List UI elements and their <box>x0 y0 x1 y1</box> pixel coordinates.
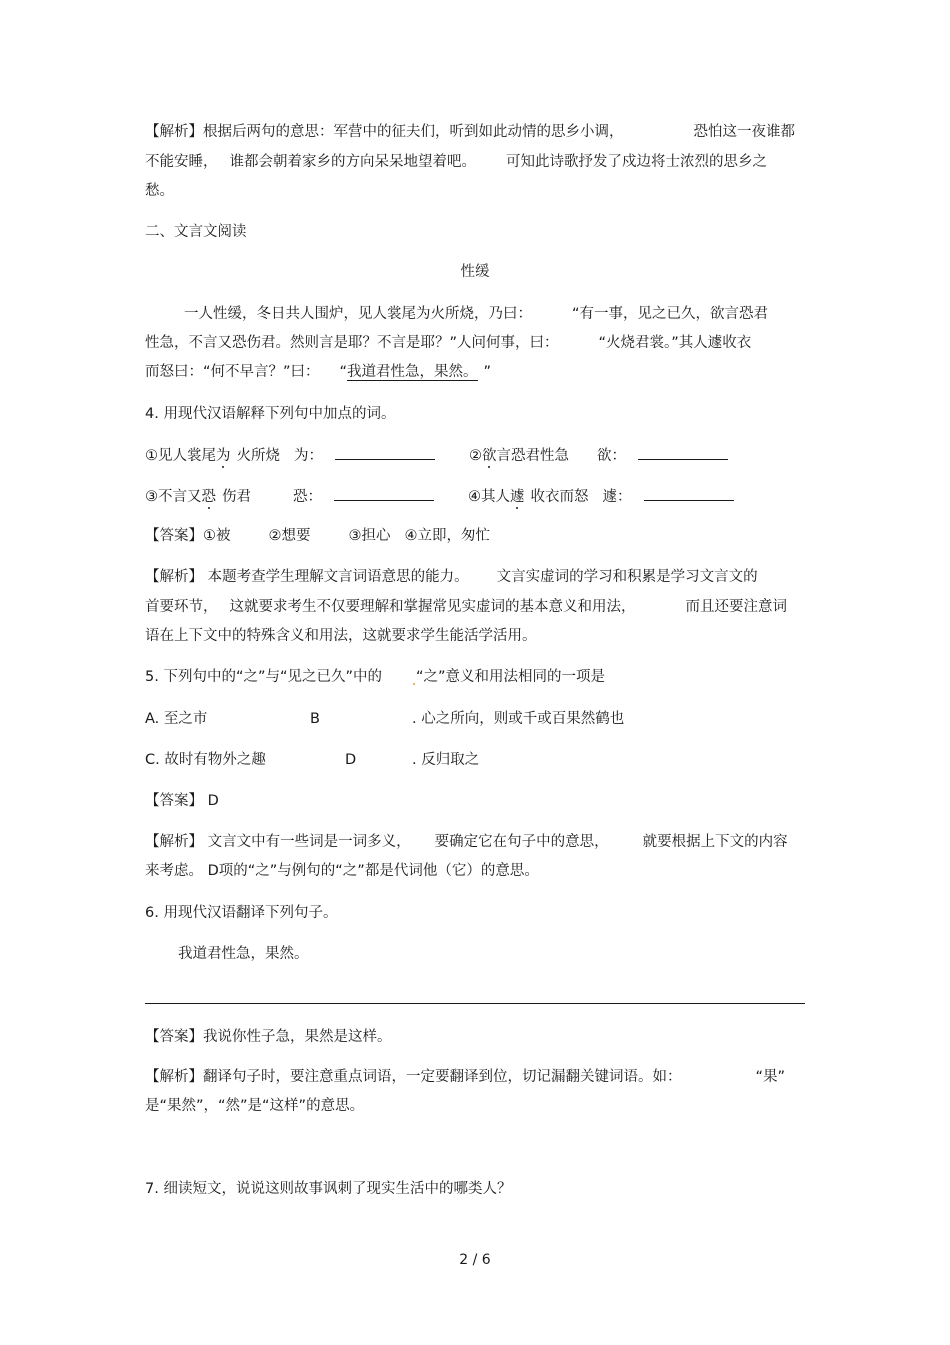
q5-option-d-letter: D <box>345 752 357 768</box>
dotted-word: 恐 <box>201 489 216 505</box>
q5-option-d-text: . 反归取之 <box>412 752 480 768</box>
q5-option-a: A. 至之市 <box>145 711 208 727</box>
q4-stem: 4. 用现代汉语解释下列句中加点的词。 <box>145 406 396 422</box>
dotted-word: 欲 <box>482 448 497 464</box>
passage-line-1: 一人性缓，冬日共人围炉，见人裳尾为火所烧，乃曰： “有一事，见之已久，欲言恐君 <box>184 306 769 322</box>
q4-analysis-line-2: 首要环节， 这就要求考生不仅要理解和掌握常见实虚词的基本意义和用法， 而且还要注意词 <box>145 599 787 615</box>
q5-option-b-letter: B <box>310 711 320 727</box>
q4-item-row-2: ③不言又恐 伤君 恐： ④其人遽 收衣而怒 遽： <box>145 486 734 507</box>
answer-blank <box>335 445 435 460</box>
page-number: 2 / 6 <box>459 1252 491 1268</box>
passage-title: 性缓 <box>460 264 490 280</box>
poem-analysis-line-1: 【解析】根据后两句的意思：军营中的征夫们，听到如此动情的思乡小调， 恐怕这一夜谁都 <box>145 124 795 140</box>
passage-line-3: 而怒曰：“何不早言？”曰： “我道君性急，果然。 ” <box>145 364 492 380</box>
section-heading: 二、文言文阅读 <box>145 224 247 240</box>
q6-sentence: 我道君性急，果然。 <box>178 946 309 962</box>
q7-stem: 7. 细读短文，说说这则故事讽刺了现实生活中的哪类人？ <box>145 1181 512 1197</box>
answer-blank <box>644 486 734 501</box>
dotted-word: 为 <box>216 448 231 464</box>
q5-answer: 【答案】 D <box>145 793 219 809</box>
q5-option-c: C. 故时有物外之趣 <box>145 752 266 768</box>
q6-answer: 【答案】我说你性子急，果然是这样。 <box>145 1029 392 1045</box>
q6-stem: 6. 用现代汉语翻译下列句子。 <box>145 905 338 921</box>
q5-stem: 5. 下列句中的“之”与“见之已久”中的 “之”意义和用法相同的一项是 <box>145 669 606 685</box>
q5-analysis-line-2: 来考虑。 D项的“之”与例句的“之”都是代词他（它）的意思。 <box>145 863 539 879</box>
q4-analysis-line-3: 语在上下文中的特殊含义和用法，这就要求学生能活学活用。 <box>145 628 537 644</box>
poem-analysis-line-2: 不能安睡， 谁都会朝着家乡的方向呆呆地望着吧。 可知此诗歌抒发了戍边将士浓烈的思乡之 <box>145 154 767 170</box>
passage-line-2: 性急，不言又恐伤君。然则言是耶？不言是耶？”人问何事，曰： “火烧君裳。”其人遽收衣 <box>145 335 752 351</box>
poem-analysis-line-3: 愁。 <box>145 183 174 199</box>
answer-line <box>145 1003 805 1004</box>
answer-blank <box>334 486 434 501</box>
q5-analysis-line-1: 【解析】 文言文中有一些词是一词多义， 要确定它在句子中的意思， 就要根据上下文的内容 <box>145 834 788 850</box>
q4-answer: 【答案】①被 ②想要 ③担心 ④立即，匆忙 <box>145 528 490 544</box>
q6-analysis-line-1: 【解析】翻译句子时，要注意重点词语，一定要翻译到位，切记漏翻关键词语。如： “果” <box>145 1069 786 1085</box>
underlined-sentence: 我道君性急，果然。 <box>347 364 478 380</box>
q6-analysis-line-2: 是“果然”，“然”是“这样”的意思。 <box>145 1098 365 1114</box>
answer-blank <box>638 445 728 460</box>
q4-analysis-line-1: 【解析】 本题考查学生理解文言词语意思的能力。 文言实虚词的学习和积累是学习文言文的 <box>145 569 758 585</box>
dotted-word: 遽 <box>510 489 525 505</box>
q5-option-b-text: . 心之所向，则或千或百果然鹤也 <box>412 711 625 727</box>
q4-item-row-1: ①见人裳尾为 火所烧 为： ②欲言恐君性急 欲： <box>145 445 728 466</box>
